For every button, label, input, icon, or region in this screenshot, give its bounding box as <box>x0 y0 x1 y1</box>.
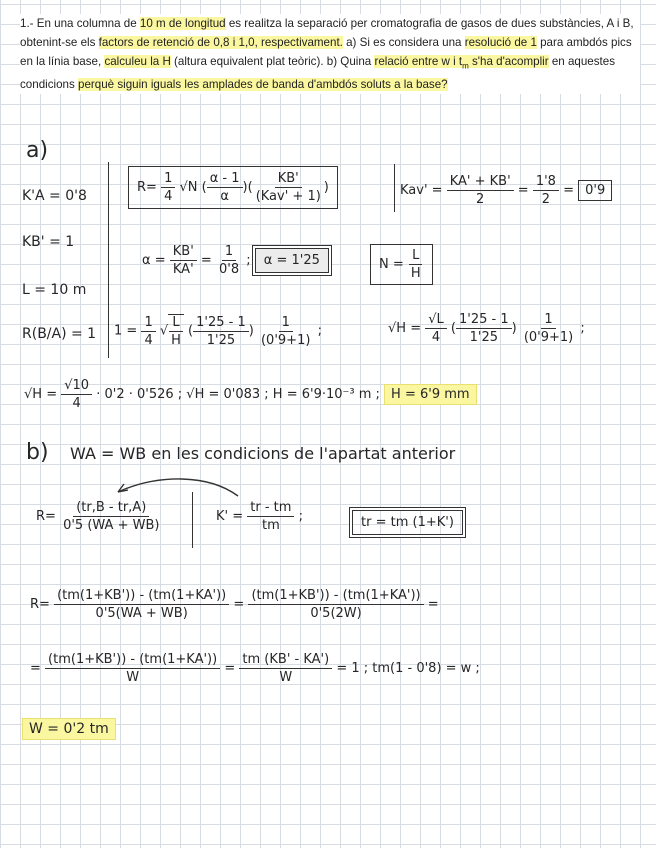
highlight-length: 10 m de longitud <box>139 17 226 30</box>
n-formula-box: N = $\frac{L}{H}$ <box>370 244 433 285</box>
alpha-equation: α = $\frac{KB'}{KA'}$ = $\frac{1}{0'8}$ ; α = 1'25 <box>142 244 329 277</box>
statement-text: (altura equivalent plat teòric). b) Quina <box>170 55 375 68</box>
sqrt-h-equation: √H = $\frac{√L}{4}$ ( $\frac{1'25 - 1}{1'25}$ ) $\frac{1}{(0'9+1)}$ ; <box>388 312 585 345</box>
h-result: H = 6'9 mm <box>384 384 477 405</box>
given-resolution: R(B/A) = 1 <box>22 326 97 342</box>
resolution-definition: R= $\frac{(tr,B - tr,A)}{0'5 (WA + WB)}$ <box>36 500 160 533</box>
alpha-result: α = 1'25 <box>255 248 329 273</box>
divider-line <box>108 162 109 358</box>
given-ka: K'A = 0'8 <box>22 188 87 204</box>
part-b-label: b) <box>26 440 49 465</box>
statement-text: a) Si es considera una <box>342 36 465 49</box>
kav-result: 0'9 <box>578 180 612 201</box>
resolution-substitution: 1 = $\frac{1}{4}$ √ $\frac{L}{H}$ ( $\frac{1'25 - 1}{1'25}$ ) $\frac{1}{(0'9+1)}$ ; <box>114 314 322 348</box>
statement-text: para ambdós pics en la línia base, <box>20 36 632 68</box>
statement-text: en aquestes condicions <box>20 55 616 92</box>
highlight-resolution: resolució de 1 <box>464 36 537 49</box>
kav-equation: Kav' = $\frac{KA' + KB'}{2}$ = $\frac{1'8}{2}$ = 0'9 <box>400 174 612 207</box>
highlight-calc-h: calculeu la H <box>104 55 171 68</box>
k-definition: K' = $\frac{tr - tm}{tm}$ ; <box>216 500 303 533</box>
w-result: W = 0'2 tm <box>22 718 116 740</box>
part-a-label: a) <box>26 138 49 163</box>
arrow-icon <box>108 470 248 500</box>
resolution-expansion: R= $\frac{(tm(1+KB')) - (tm(1+KA'))}{0'5(WA + WB)}$ = $\frac{(tm(1+KB')) - (tm(1+KA'))}{0'5(2W)}$ = <box>30 588 439 621</box>
problem-statement <box>20 14 640 94</box>
simplification-line: = $\frac{(tm(1+KB')) - (tm(1+KA'))}{W}$ = $\frac{tm (KB' - KA')}{W}$ = 1 ; tm(1 - 0'8) = w ; <box>30 652 480 685</box>
resolution-formula-box: R= $\frac{1}{4}$ √N ( $\frac{\alpha - 1}{\alpha}$ )( KB' (Kav' + 1) ) <box>128 166 338 209</box>
divider-line <box>394 164 395 212</box>
tr-formula-box: tr = tm (1+K') <box>352 510 463 535</box>
highlight-bandwidth: perquè siguin iguals les amplades de banda d'ambdós soluts a la base? <box>78 78 448 92</box>
h-result-line: √H = $\frac{√10}{4}$ · 0'2 · 0'526 ; √H = 0'083 ; H = 6'9·10⁻³ m ; H = 6'9 mm <box>24 378 477 411</box>
divider-line <box>192 492 193 548</box>
given-kb: KB' = 1 <box>22 234 75 250</box>
statement-text: 1.- En una columna de <box>20 17 140 30</box>
statement-text: es realitza la separació per cromatografia de gasos de dues substàncies, A i B, obtenint-se els <box>20 17 634 49</box>
highlight-relation: relació entre w i $t_m$ s'ha d'acomplir <box>374 55 549 71</box>
part-b-statement: WA = WB en les condicions de l'apartat anterior <box>70 444 456 463</box>
given-length: L = 10 m <box>22 282 87 298</box>
highlight-retention: factors de retenció de 0,8 i 1,0, respectivament. <box>98 36 343 49</box>
